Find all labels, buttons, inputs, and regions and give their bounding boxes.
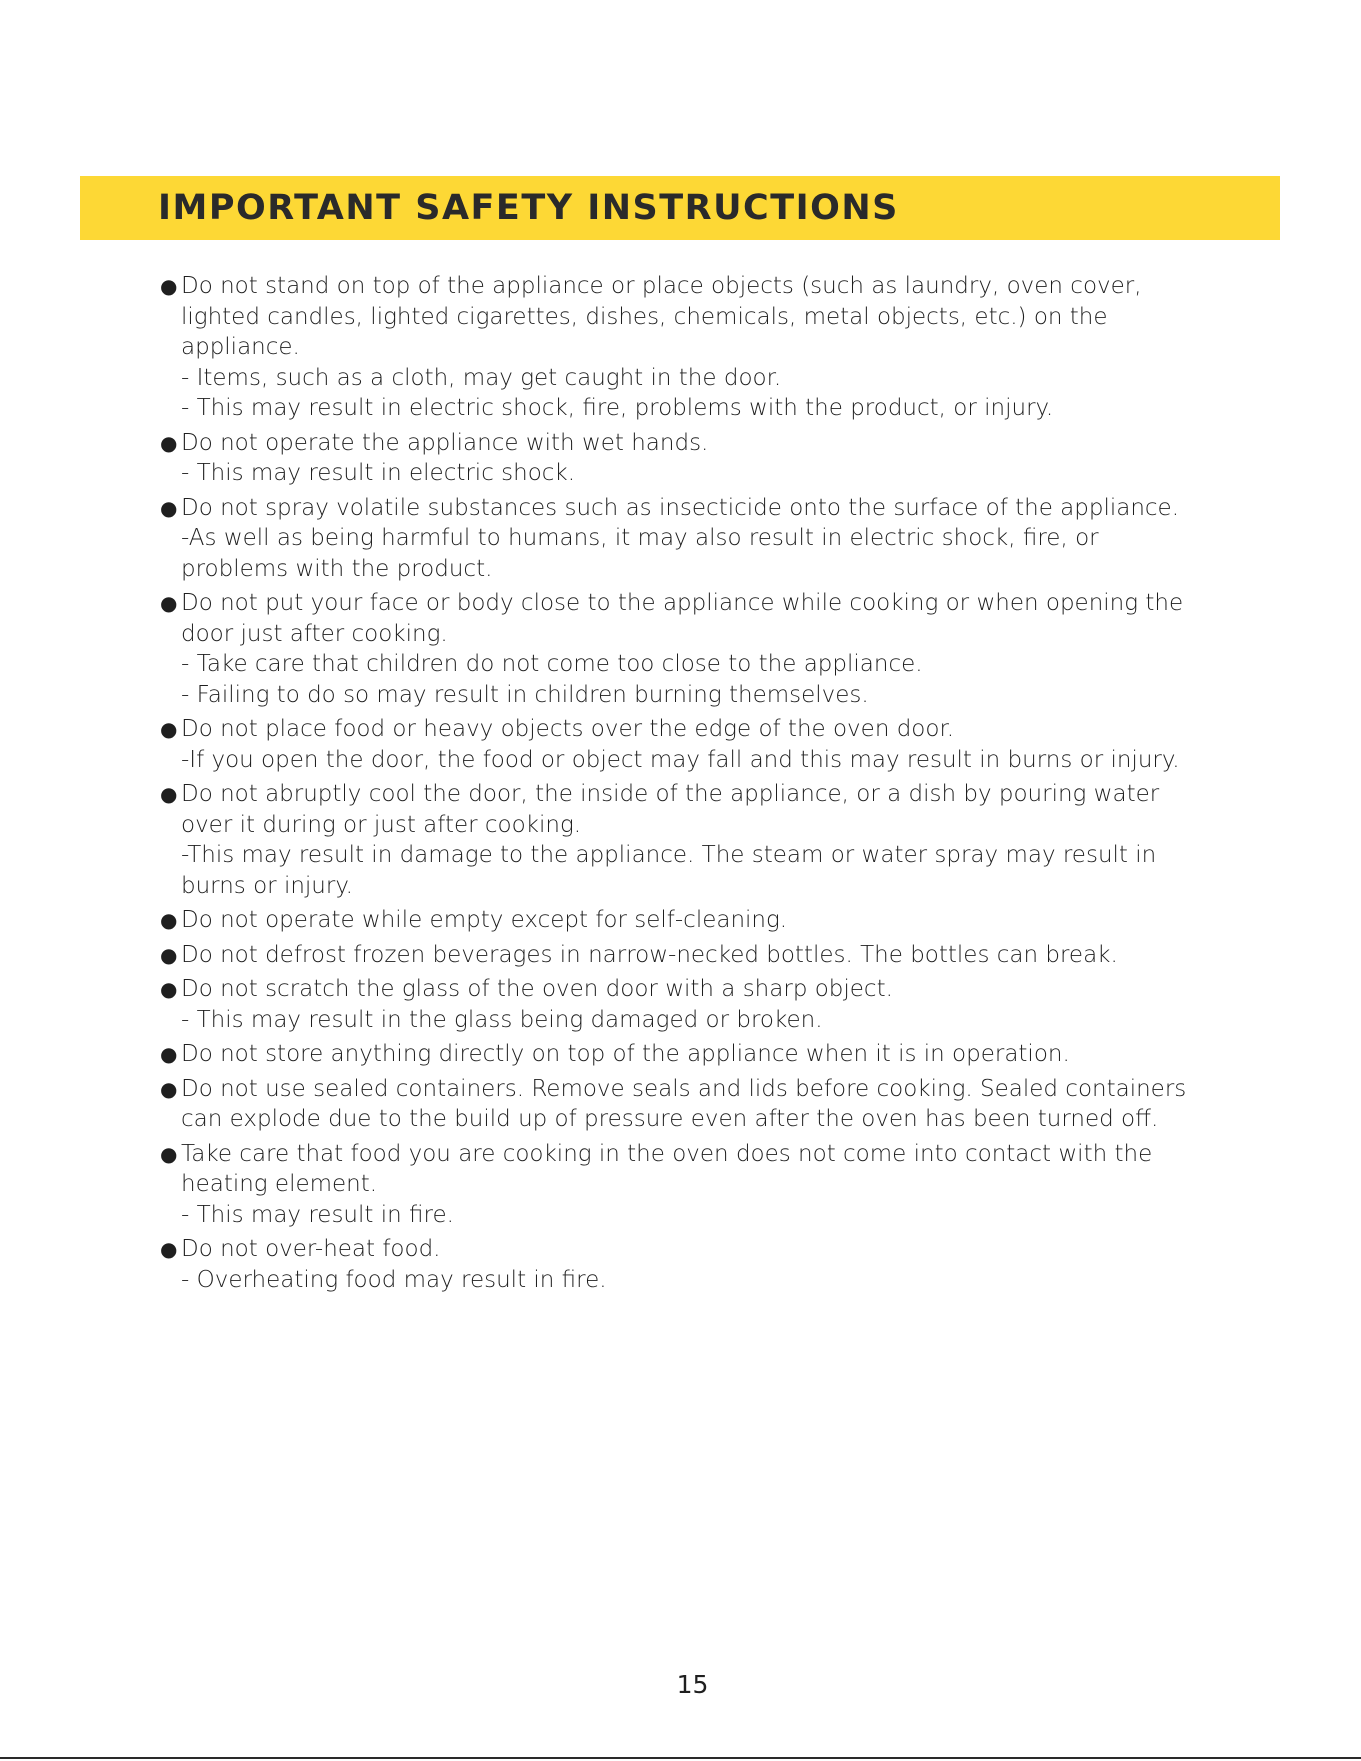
list-item <box>160 974 1200 1035</box>
instruction-detail: - This may result in the glass being damaged or broken. <box>181 1006 823 1033</box>
instruction-detail: - Take care that children do not come too close to the appliance. <box>181 651 923 677</box>
bullet-icon: ● <box>160 977 178 1001</box>
instruction-detail: - Items, such as a cloth, may get caught in the door. <box>181 364 782 391</box>
instruction-text: Do not spray volatile substances such as insecticide onto the surface of the appliance. <box>181 494 1180 521</box>
list-item <box>160 940 1200 971</box>
instruction-detail: - This may result in electric shock. <box>181 460 576 486</box>
instruction-text: Do not stand on top of the appliance or place objects (such as laundry, oven cover, lighted candles, lighted cigarettes, dishes, chemicals, metal objects, etc.) on the appliance. <box>181 273 1142 360</box>
bullet-icon: ● <box>160 1076 178 1101</box>
instruction-text: Do not over-heat food. <box>181 1236 441 1262</box>
instruction-text: Do not place food or heavy objects over the edge of the oven door. <box>181 716 955 742</box>
bullet-icon: ● <box>160 942 178 967</box>
page-title: IMPORTANT SAFETY INSTRUCTIONS <box>158 188 899 228</box>
instruction-detail: - This may result in fire. <box>181 1201 454 1228</box>
safety-instructions-list <box>160 271 1200 1295</box>
list-item <box>160 905 1200 936</box>
instruction-text: Do not defrost frozen beverages in narrow-necked bottles. The bottles can break. <box>181 941 1118 968</box>
instruction-text: Do not operate while empty except for self-cleaning. <box>181 907 788 933</box>
bullet-icon: ● <box>160 782 178 806</box>
bottom-rule <box>0 1757 1361 1759</box>
instruction-text: Do not operate the appliance with wet hands. <box>181 429 709 456</box>
instruction-text: Do not store anything directly on top of the appliance when it is in operation. <box>181 1041 1070 1067</box>
list-item <box>160 1139 1200 1231</box>
list-item <box>160 779 1200 901</box>
bullet-icon: ● <box>160 591 178 615</box>
instruction-detail: - Overheating food may result in fire. <box>181 1266 607 1293</box>
list-item <box>160 1074 1200 1135</box>
instruction-detail: -As well as being harmful to humans, it may also result in electric shock, fire, or problems with the product. <box>181 525 1099 582</box>
bullet-icon: ● <box>160 908 178 932</box>
instruction-text: Take care that food you are cooking in the oven does not come into contact with the heating element. <box>181 1140 1153 1197</box>
bullet-icon: ● <box>160 274 178 298</box>
bullet-icon: ● <box>160 430 178 455</box>
instruction-detail: -If you open the door, the food or object may fall and this may result in burns or injury. <box>181 746 1180 773</box>
instruction-detail: - This may result in electric shock, fire, problems with the product, or injury. <box>181 395 1054 421</box>
instruction-detail: - Failing to do so may result in children burning themselves. <box>181 681 869 708</box>
list-item <box>160 271 1200 424</box>
bullet-icon: ● <box>160 1042 178 1066</box>
instruction-text: Do not use sealed containers. Remove seals and lids before cooking. Sealed containers can explode due to the build up of pressure even after the oven has been turned off. <box>181 1075 1187 1132</box>
header-bar <box>80 176 1280 240</box>
page-number: 15 <box>676 1670 709 1699</box>
list-item <box>160 1234 1200 1295</box>
bullet-icon: ● <box>160 717 178 741</box>
list-item <box>160 428 1200 489</box>
instruction-text: Do not put your face or body close to the appliance while cooking or when opening the door just after cooking. <box>181 590 1184 647</box>
instruction-detail: -This may result in damage to the appliance. The steam or water spray may result in burns or injury. <box>181 842 1157 899</box>
bullet-icon: ● <box>160 1237 178 1261</box>
list-item <box>160 714 1200 775</box>
list-item <box>160 493 1200 585</box>
bullet-icon: ● <box>160 1141 178 1166</box>
instruction-text: Do not abruptly cool the door, the inside of the appliance, or a dish by pouring water over it during or just after cooking. <box>181 781 1160 838</box>
list-item <box>160 588 1200 710</box>
instruction-text: Do not scratch the glass of the oven door with a sharp object. <box>181 976 893 1002</box>
bullet-icon: ● <box>160 495 178 520</box>
list-item <box>160 1039 1200 1070</box>
